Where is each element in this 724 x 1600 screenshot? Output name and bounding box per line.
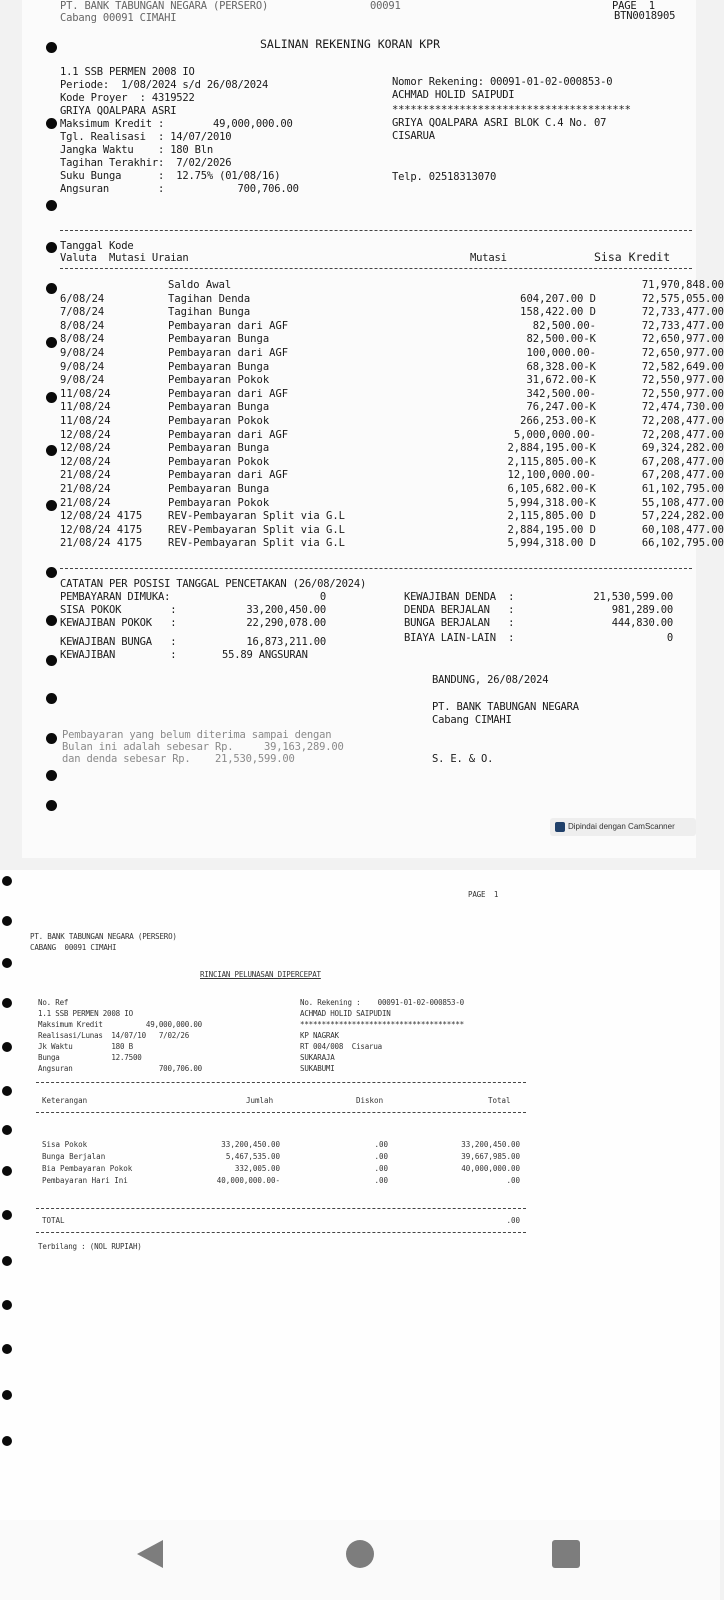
table-row: Pembayaran Hari Ini 40,000,000.00- .00 .00 xyxy=(42,1176,520,1185)
table-row: 12/08/24 4175 REV-Pembayaran Split via G.L 2,115,805.00 D 57,224,282.00 xyxy=(60,510,724,523)
punch-hole xyxy=(46,200,57,211)
info-left-0: 1.1 SSB PERMEN 2008 IO xyxy=(60,66,195,78)
punch-hole xyxy=(46,615,57,626)
punch-hole xyxy=(46,42,57,53)
page2-title: RINCIAN PELUNASAN DIPERCEPAT xyxy=(200,970,321,979)
page2-address-4: SUKABUMI xyxy=(300,1064,335,1073)
note-label-sisa-pokok: SISA POKOK : xyxy=(60,604,177,616)
outstanding-note-line3: dan denda sebesar Rp. 21,530,599.00 xyxy=(62,753,295,765)
note-label-pembayaran-dimuka: PEMBAYARAN DIMUKA: xyxy=(60,591,171,603)
punch-hole xyxy=(2,1390,12,1400)
camscanner-icon xyxy=(555,822,565,832)
info-left-9: Angsuran : 700,706.00 xyxy=(60,183,299,195)
document-id: BTN0018905 xyxy=(614,10,676,22)
punch-hole xyxy=(46,337,57,348)
punch-hole xyxy=(46,392,57,403)
table-row: Bunga Berjalan 5,467,535.00 .00 39,667,985.00 xyxy=(42,1152,520,1161)
page2-bank-name: PT. BANK TABUNGAN NEGARA (PERSERO) xyxy=(30,932,177,941)
punch-hole xyxy=(46,770,57,781)
punch-hole xyxy=(46,118,57,129)
punch-hole xyxy=(46,800,57,811)
account-holder: ACHMAD HOLID SAIPUDI xyxy=(392,89,515,101)
camscanner-watermark: Dipindai dengan CamScanner xyxy=(550,818,696,836)
punch-hole xyxy=(2,1125,12,1135)
statement-page-2 xyxy=(0,870,720,1520)
address-line-2: CISARUA xyxy=(392,130,435,142)
outstanding-note-line2: Bulan ini adalah sebesar Rp. 39,163,289.00 xyxy=(62,741,344,753)
page2-terbilang: Terbilang : (NOL RUPIAH) xyxy=(38,1242,142,1251)
note-value-sisa-pokok: 33,200,450.00 xyxy=(246,604,326,616)
punch-hole xyxy=(2,1042,12,1052)
place-date: BANDUNG, 26/08/2024 xyxy=(432,674,549,686)
bank-name: PT. BANK TABUNGAN NEGARA (PERSERO) xyxy=(60,0,269,12)
table-row: 12/08/24 Pembayaran Bunga 2,884,195.00-K 69,324,282.00 xyxy=(60,442,724,455)
statement-page-1 xyxy=(22,0,724,858)
page2-address-1: KP NAGRAK xyxy=(300,1031,339,1040)
page2-info-left-1: 1.1 SSB PERMEN 2008 IO xyxy=(38,1009,133,1018)
info-left-7: Tagihan Terakhir: 7/02/2026 xyxy=(60,157,232,169)
note-label-kewajiban-denda: KEWAJIBAN DENDA : xyxy=(404,591,515,603)
punch-hole xyxy=(46,445,57,456)
table-header-line1: Tanggal Kode xyxy=(60,240,134,252)
note-value-denda-berjalan: 981,289.00 xyxy=(611,604,673,616)
table-row: Bia Pembayaran Pokok 332,005.00 .00 40,000,000.00 xyxy=(42,1164,520,1173)
account-number: Nomor Rekening: 00091-01-02-000853-0 xyxy=(392,76,613,88)
page2-account-number: No. Rekening : 00091-01-02-000853-0 xyxy=(300,998,464,1007)
info-left-8: Suku Bunga : 12.75% (01/08/16) xyxy=(60,170,281,182)
branch-name: Cabang 00091 CIMAHI xyxy=(60,12,177,24)
page2-branch: CABANG 00091 CIMAHI xyxy=(30,943,117,952)
table-row: 9/08/24 Pembayaran Bunga 68,328.00-K 72,582,649.00 xyxy=(60,360,724,373)
address-line-1: GRIYA QOALPARA ASRI BLOK C.4 No. 07 xyxy=(392,117,607,129)
phone-number: Telp. 02518313070 xyxy=(392,171,497,183)
recent-apps-icon[interactable] xyxy=(546,1534,586,1574)
page2-info-left-5: Bunga 12.7500 xyxy=(38,1053,142,1062)
notes-title: CATATAN PER POSISI TANGGAL PENCETAKAN (26/08/2024) xyxy=(60,578,367,590)
page2-address-2: RT 004/008 Cisarua xyxy=(300,1042,382,1051)
outstanding-note-line1: Pembayaran yang belum diterima sampai dengan xyxy=(62,729,332,741)
info-left-2: Kode Proyer : 4319522 xyxy=(60,92,195,104)
note-value-kewajiban-bunga: 16,873,211.00 xyxy=(246,636,326,648)
note-label-kewajiban-bunga: KEWAJIBAN BUNGA : xyxy=(60,636,177,648)
note-label-kewajiban: KEWAJIBAN : xyxy=(60,649,177,661)
branch-code: 00091 xyxy=(370,0,401,12)
table-row: 9/08/24 Pembayaran dari AGF 100,000.00- 72,650,977.00 xyxy=(60,347,724,359)
page2-info-left-2: Maksimum Kredit 49,000,000.00 xyxy=(38,1020,202,1029)
page2-info-left-0: No. Ref xyxy=(38,998,69,1007)
punch-hole xyxy=(2,958,12,968)
table-row: 11/08/24 Pembayaran dari AGF 342,500.00- 72,550,977.00 xyxy=(60,387,724,400)
note-value-bunga-berjalan: 444,830.00 xyxy=(611,617,673,629)
table-row: 8/08/24 Pembayaran dari AGF 82,500.00- 72,733,477.00 xyxy=(60,319,724,332)
page2-address-3: SUKARAJA xyxy=(300,1053,335,1062)
table-row: 12/08/24 Pembayaran dari AGF 5,000,000.00- 72,208,477.00 xyxy=(60,428,724,441)
divider xyxy=(60,568,692,569)
info-left-3: GRIYA QOALPARA ASRI xyxy=(60,105,177,117)
divider xyxy=(36,1082,526,1083)
table-header-sisa-kredit: Sisa Kredit xyxy=(594,250,671,264)
divider xyxy=(36,1232,526,1233)
divider xyxy=(60,268,692,269)
table-row: 7/08/24 Tagihan Bunga 158,422.00 D 72,733,477.00 xyxy=(60,306,724,319)
punch-hole xyxy=(46,283,57,294)
note-label-biaya-lain: BIAYA LAIN-LAIN : xyxy=(404,632,515,644)
info-left-5: Tgl. Realisasi : 14/07/2010 xyxy=(60,131,232,143)
page2-info-left-6: Angsuran 700,706.00 xyxy=(38,1064,202,1073)
table-header-line2: Valuta Mutasi Uraian xyxy=(60,252,189,264)
info-left-1: Periode: 1/08/2024 s/d 26/08/2024 xyxy=(60,79,269,91)
table-row: 11/08/24 Pembayaran Bunga 76,247.00-K 72,474,730.00 xyxy=(60,401,724,414)
note-label-denda-berjalan: DENDA BERJALAN : xyxy=(404,604,515,616)
punch-hole xyxy=(2,1436,12,1446)
table-row: 21/08/24 4175 REV-Pembayaran Split via G.L 5,994,318.00 D 66,102,795.00 xyxy=(60,537,724,550)
table-row: 12/08/24 Pembayaran Pokok 2,115,805.00-K 67,208,477.00 xyxy=(60,455,724,468)
divider xyxy=(36,1112,526,1113)
system-navigation-bar xyxy=(0,1520,720,1600)
home-icon[interactable] xyxy=(340,1534,380,1574)
punch-hole xyxy=(46,567,57,578)
punch-hole xyxy=(2,916,12,926)
punch-hole xyxy=(2,1300,12,1310)
table-row: 21/08/24 Pembayaran dari AGF 12,100,000.00- 67,208,477.00 xyxy=(60,469,724,482)
note-value-kewajiban-pokok: 22,290,078.00 xyxy=(246,617,326,629)
bank-signature-line2: Cabang CIMAHI xyxy=(432,714,512,726)
info-left-4: Maksimum Kredit : 49,000,000.00 xyxy=(60,118,293,130)
punch-hole xyxy=(46,500,57,511)
table-row: 12/08/24 4175 REV-Pembayaran Split via G.L 2,884,195.00 D 60,108,477.00 xyxy=(60,523,724,536)
page2-info-left-3: Realisasi/Lunas 14/07/10 7/02/26 xyxy=(38,1031,190,1040)
page2-total-row: TOTAL .00 xyxy=(42,1216,520,1225)
page2-masked-line: ************************************** xyxy=(300,1020,464,1029)
page2-page-label: PAGE 1 xyxy=(468,890,499,899)
punch-hole xyxy=(2,1086,12,1096)
punch-hole xyxy=(46,733,57,744)
punch-hole xyxy=(2,1256,12,1266)
punch-hole xyxy=(46,655,57,666)
page-label: PAGE 1 xyxy=(612,0,655,12)
table-row: 9/08/24 Pembayaran Pokok 31,672.00-K 72,550,977.00 xyxy=(60,374,724,387)
table-row: 21/08/24 Pembayaran Bunga 6,105,682.00-K 61,102,795.00 xyxy=(60,483,724,495)
table-header-mutasi: Mutasi xyxy=(470,252,507,264)
table-row: 21/08/24 Pembayaran Pokok 5,994,318.00-K 55,108,477.00 xyxy=(60,496,724,509)
masked-line: *************************************** xyxy=(392,104,631,116)
table-row: 8/08/24 Pembayaran Bunga 82,500.00-K 72,650,977.00 xyxy=(60,333,724,346)
table-row: Saldo Awal 71,970,848.00 xyxy=(168,279,724,291)
note-value-biaya-lain: 0 xyxy=(666,632,673,644)
divider xyxy=(36,1208,526,1209)
table-row: Sisa Pokok 33,200,450.00 .00 33,200,450.00 xyxy=(42,1140,520,1149)
bank-signature-line1: PT. BANK TABUNGAN NEGARA xyxy=(432,701,579,713)
table-row: 11/08/24 Pembayaran Pokok 266,253.00-K 72,208,477.00 xyxy=(60,415,724,427)
back-icon[interactable] xyxy=(131,1534,171,1574)
info-left-6: Jangka Waktu : 180 Bln xyxy=(60,144,214,156)
punch-hole xyxy=(46,242,57,253)
document-title: SALINAN REKENING KORAN KPR xyxy=(260,37,441,51)
table-row: 6/08/24 Tagihan Denda 604,207.00 D 72,575,055.00 xyxy=(60,292,724,305)
punch-hole xyxy=(2,1344,12,1354)
punch-hole xyxy=(2,876,12,886)
punch-hole xyxy=(2,998,12,1008)
note-value-kewajiban: 55.89 ANGSURAN xyxy=(222,649,308,661)
note-label-kewajiban-pokok: KEWAJIBAN POKOK : xyxy=(60,617,177,629)
divider xyxy=(60,230,692,231)
punch-hole xyxy=(46,693,57,704)
note-value-kewajiban-denda: 21,530,599.00 xyxy=(593,591,673,603)
page2-table-header: Keterangan Jumlah Diskon Total xyxy=(42,1096,511,1105)
page2-account-holder: ACHMAD HOLID SAIPUDIN xyxy=(300,1009,391,1018)
note-label-bunga-berjalan: BUNGA BERJALAN : xyxy=(404,617,515,629)
page2-info-left-4: Jk Waktu 180 B xyxy=(38,1042,133,1051)
note-value-pembayaran-dimuka: 0 xyxy=(319,591,326,603)
signoff: S. E. & O. xyxy=(432,753,494,765)
